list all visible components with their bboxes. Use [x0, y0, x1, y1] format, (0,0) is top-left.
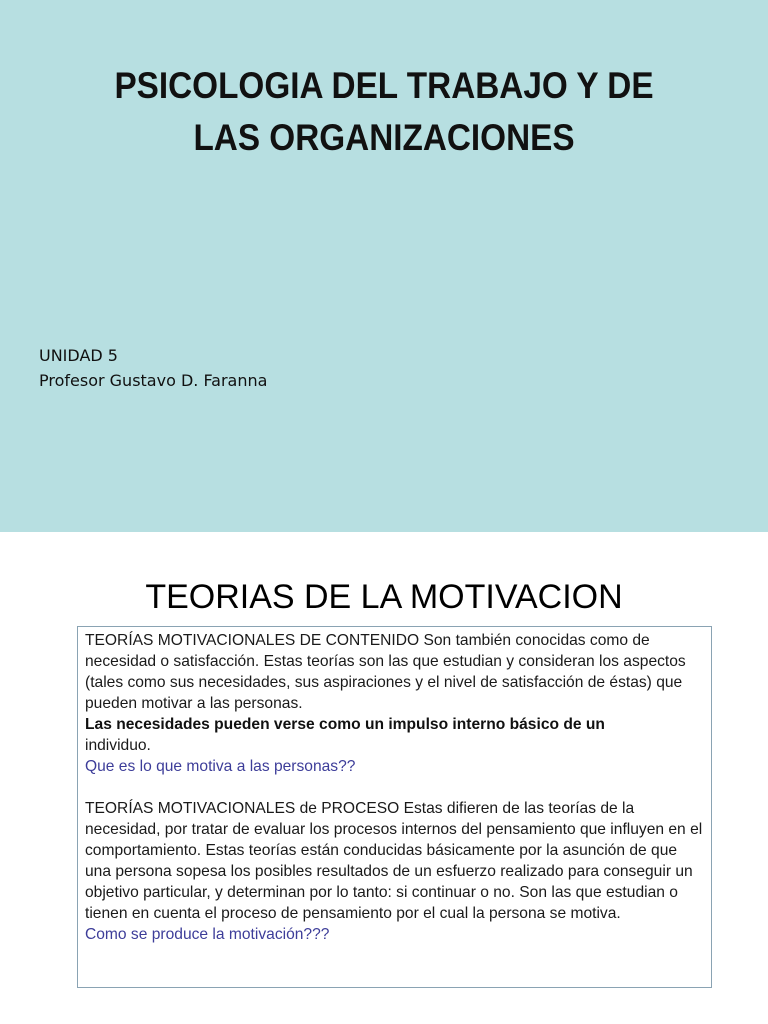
needs-statement-end: individuo. [85, 737, 151, 754]
slide-heading: TEORIAS DE LA MOTIVACION [145, 578, 623, 616]
slide-title-line-1: PSICOLOGIA DEL TRABAJO Y DE [114, 65, 654, 106]
professor-name: Profesor Gustavo D. Faranna [39, 371, 268, 390]
unit-label: UNIDAD 5 [39, 346, 118, 365]
question-what-motivates: Que es lo que motiva a las personas?? [85, 758, 356, 775]
question-how-motivation: Como se produce la motivación??? [85, 926, 330, 943]
slide-title-line-2: LAS ORGANIZACIONES [193, 117, 575, 158]
content-text-box [77, 626, 712, 988]
content-slide [0, 532, 768, 1024]
slide-title [74, 60, 693, 164]
slide-subtitle [39, 343, 267, 393]
paragraph-gap [85, 777, 705, 798]
content-theories-paragraph: TEORÍAS MOTIVACIONALES DE CONTENIDO Son también conocidas como de necesidad o satisfacción. Estas teorías son las que estudian y consideran los aspectos (tales como sus necesidades, sus aspiraciones y el nivel de satisfacción de éstas) que pueden motivar a las personas. [85, 632, 686, 712]
process-theories-paragraph: TEORÍAS MOTIVACIONALES de PROCESO Estas difieren de las teorías de la necesidad, por tratar de evaluar los procesos internos del pensamiento que influyen en el comportamiento. Estas teorías están conducidas básicamente por la asunción de que una persona sopesa los posibles resultados de un esfuerzo realizado para conseguir un objetivo particular, y determinan por lo tanto: si continuar o no. Son las que estudian o tienen en cuenta el proceso de pensamiento por el cual la persona se motiva. [85, 800, 703, 922]
needs-statement: Las necesidades pueden verse como un impulso interno básico de un [85, 716, 605, 733]
